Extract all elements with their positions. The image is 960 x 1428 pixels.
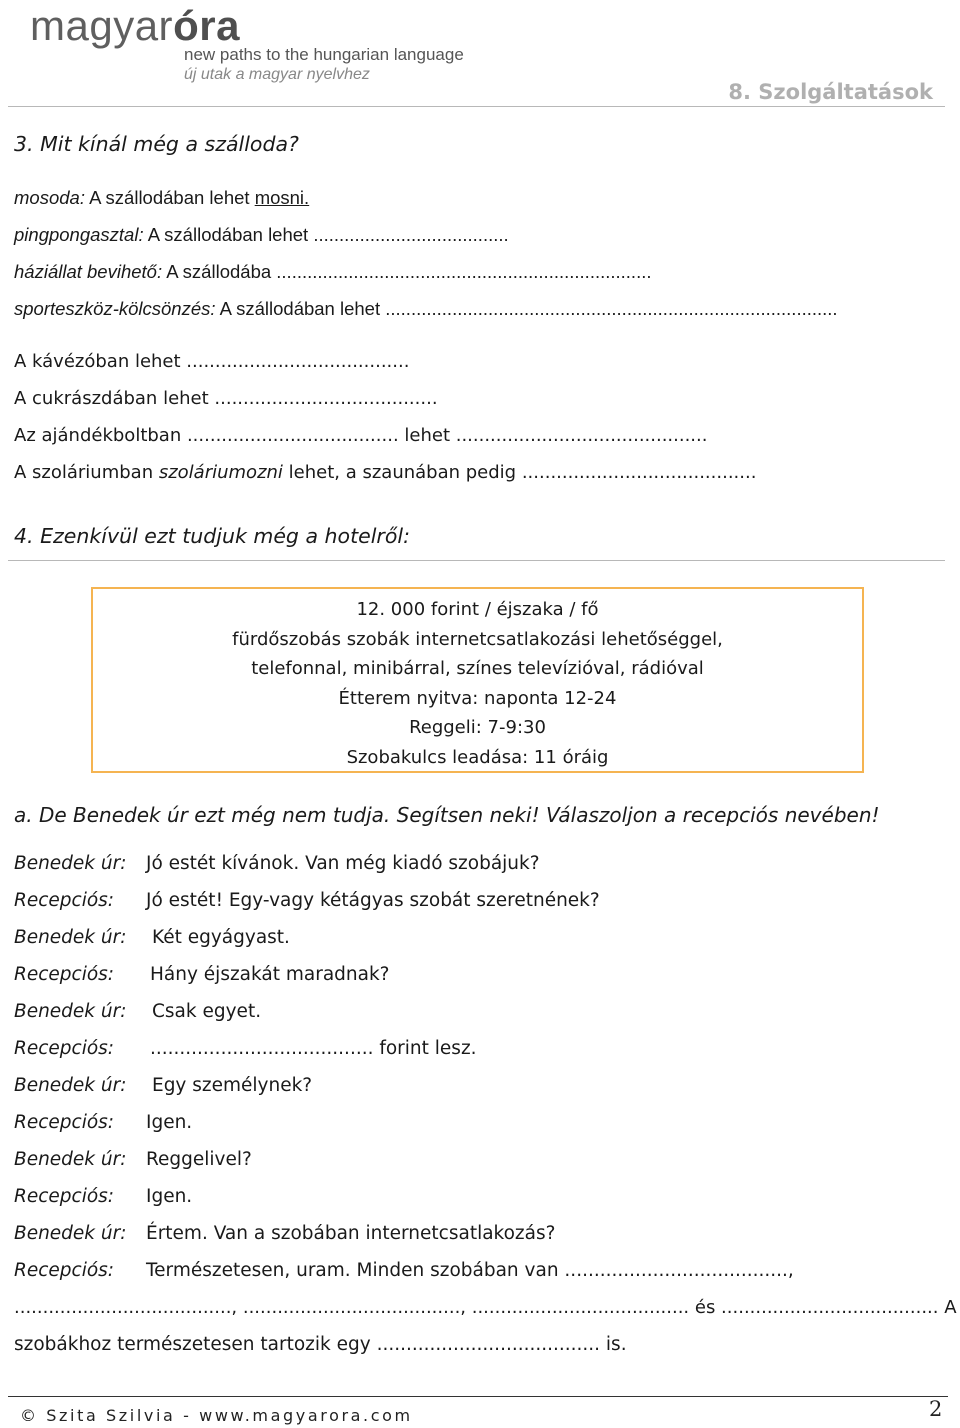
example-answer: mosni. (254, 187, 310, 208)
dialogue-line: Jó estét kívánok. Van még kiadó szobájuk? (146, 853, 540, 874)
dialogue-speaker: Recepciós: (14, 890, 115, 911)
list-item: A cukrászdában lehet ....................................... (14, 388, 438, 409)
dialogue-speaker: Benedek úr: (14, 1149, 127, 1170)
dialogue-line: Igen. (146, 1186, 193, 1207)
dialogue-line: Két egyágyast. (152, 927, 290, 948)
page-number: 2 (929, 1397, 943, 1421)
logo (30, 2, 240, 50)
dialogue-speaker: Benedek úr: (14, 1075, 127, 1096)
dialogue-speaker: Recepciós: (14, 1186, 115, 1207)
dialogue-speaker: Recepciós: (14, 1260, 115, 1281)
tagline-english: new paths to the hungarian language (184, 45, 464, 64)
info-line: 12. 000 forint / éjszaka / fő (356, 599, 599, 620)
info-line: Étterem nyitva: naponta 12-24 (338, 687, 617, 709)
dialogue-line: Csak egyet. (152, 1001, 262, 1022)
dialogue-speaker: Benedek úr: (14, 1001, 127, 1022)
list-item: pingpongasztal: A szállodában lehet ...................................... (14, 224, 509, 245)
info-line: telefonnal, minibárral, színes televízióval, rádióval (251, 658, 704, 679)
footer-divider (8, 1396, 948, 1397)
dialogue-line: Jó estét! Egy-vagy kétágyas szobát szeretnének? (146, 890, 600, 911)
dialogue-speaker: Benedek úr: (14, 1223, 127, 1244)
list-item: sporteszköz-kölcsönzés: A szállodában lehet ........................................................................................ (14, 298, 838, 319)
section-divider (8, 560, 945, 561)
dialogue-continuation: szobákhoz természetesen tartozik egy ...................................... is. (14, 1334, 627, 1355)
list-item: A kávézóban lehet ....................................... (14, 351, 410, 372)
dialogue-speaker: Benedek úr: (14, 927, 127, 948)
dialogue-speaker: Recepciós: (14, 964, 115, 985)
logo-text-bold: óra (173, 2, 240, 49)
dialogue-speaker: Benedek úr: (14, 853, 127, 874)
task4-subheading: a. De Benedek úr ezt még nem tudja. Segítsen neki! Válaszoljon a recepciós nevében! (14, 803, 880, 827)
tagline-hungarian: új utak a magyar nyelvhez (184, 66, 370, 83)
list-item: mosoda: A szállodában lehet mosni. (14, 187, 310, 208)
info-line: fürdőszobás szobák internetcsatlakozási lehetőséggel, (232, 628, 723, 650)
dialogue-line: ...................................... forint lesz. (150, 1038, 477, 1059)
dialogue-line: Értem. Van a szobában internetcsatlakozás? (146, 1223, 556, 1244)
dialogue-line: Természetesen, uram. Minden szobában van ......................................, (146, 1260, 794, 1281)
dialogue-line: Hány éjszakát maradnak? (150, 964, 390, 985)
info-line: Szobakulcs leadása: 11 óráig (346, 746, 609, 768)
list-item: Az ajándékboltban ..................................... lehet ............................................ (14, 425, 708, 446)
dialogue-line: Egy személynek? (152, 1075, 313, 1096)
header-divider (8, 106, 945, 107)
dialogue-line: Reggelivel? (146, 1149, 252, 1170)
task4-heading: 4. Ezenkívül ezt tudjuk még a hotelről: (14, 524, 410, 548)
info-line: Reggeli: 7-9:30 (409, 717, 546, 738)
list-item: háziállat bevihető: A szállodába ......................................................................... (14, 261, 652, 282)
footer-copyright: © Szita Szilvia - www.magyarora.com (20, 1406, 413, 1425)
hotel-info-box (91, 587, 864, 773)
list-item: A szoláriumban szoláriumozni lehet, a szaunában pedig ......................................... (14, 462, 757, 483)
task3-heading: 3. Mit kínál még a szálloda? (14, 132, 299, 156)
dialogue-continuation: ......................................, ......................................, ...................................... és ...................................... A (14, 1297, 957, 1318)
logo-text: magyar (30, 2, 174, 49)
dialogue-speaker: Recepciós: (14, 1038, 115, 1059)
section-title: 8. Szolgáltatások (728, 80, 933, 104)
dialogue-line: Igen. (146, 1112, 193, 1133)
dialogue-speaker: Recepciós: (14, 1112, 115, 1133)
